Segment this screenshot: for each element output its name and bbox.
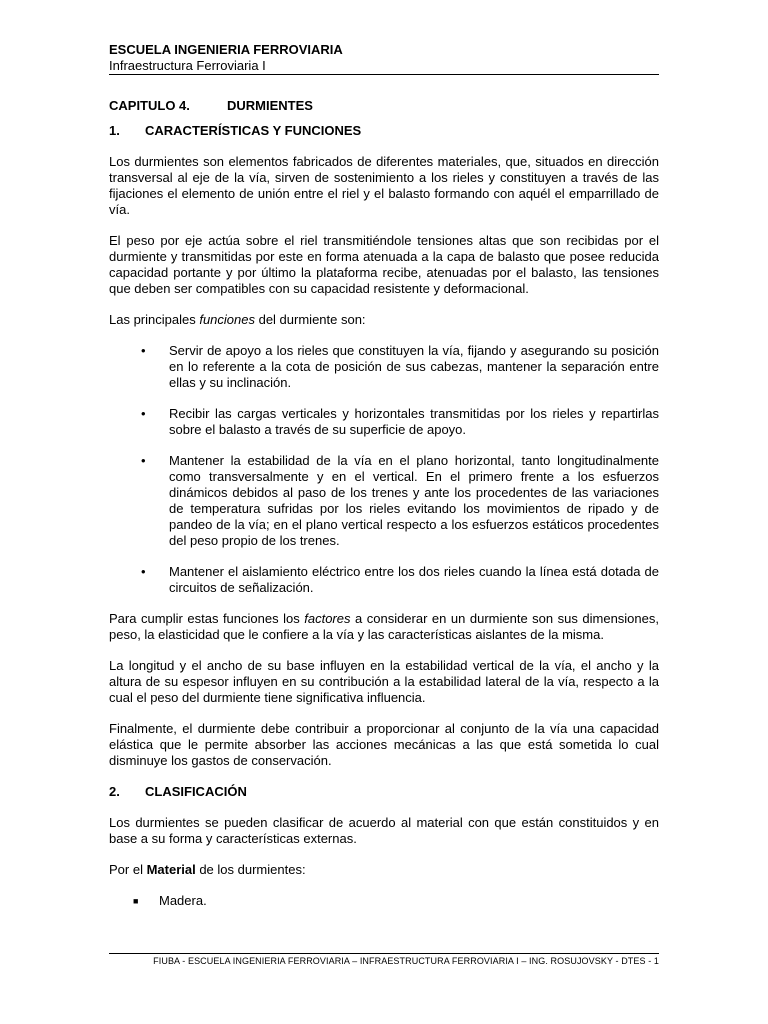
chapter-number: CAPITULO 4. bbox=[109, 98, 190, 113]
page-footer: FIUBA - ESCUELA INGENIERIA FERROVIARIA – INFRAESTRUCTURA FERROVIARIA I – ING. ROSUJOVSKY - DTES - 1 bbox=[109, 953, 659, 967]
square-bullet-icon: ■ bbox=[133, 896, 139, 906]
list-item: ■ Madera. bbox=[109, 893, 659, 909]
course-name: Infraestructura Ferroviaria I bbox=[109, 58, 659, 75]
section-heading-1 bbox=[109, 123, 659, 139]
paragraph-intro: Los durmientes son elementos fabricados de diferentes materiales, que, situados en dirección transversal al eje de la vía, sirven de sostenimiento a los rieles y constituyen a través de las fijaciones el elemento de unión entre el riel y el balasto formando con aquél el emparrillado de vía. bbox=[109, 154, 659, 217]
chapter-title: DURMIENTES bbox=[227, 98, 313, 113]
bullet-icon: • bbox=[141, 564, 146, 579]
section-heading-2 bbox=[109, 784, 659, 800]
chapter-heading bbox=[109, 98, 659, 114]
section-number: 1. bbox=[109, 123, 120, 138]
emphasis-text: funciones bbox=[199, 312, 255, 327]
paragraph-functions: Las principales funciones del durmiente son: bbox=[109, 312, 366, 327]
list-item: • Servir de apoyo a los rieles que constituyen la vía, fijando y asegurando su posición en lo referente a la cota de posición de sus cabezas, mantener la separación entre ellas y su inclinación. bbox=[109, 343, 659, 391]
school-name: ESCUELA INGENIERIA FERROVIARIA bbox=[109, 42, 343, 57]
section-title: CARACTERÍSTICAS Y FUNCIONES bbox=[145, 123, 362, 138]
paragraph-material: Por el Material de los durmientes: bbox=[109, 862, 306, 877]
page-header bbox=[109, 42, 659, 75]
emphasis-text: factores bbox=[304, 611, 351, 626]
paragraph-elasticity: Finalmente, el durmiente debe contribuir a proporcionar al conjunto de la vía una capacidad elástica que le permite absorber las acciones mecánicas a las que está sometida lo cual disminuye los gastos de conservación. bbox=[109, 721, 659, 768]
bullet-icon: • bbox=[141, 343, 146, 358]
list-item: • Mantener el aislamiento eléctrico entre los dos rieles cuando la línea está dotada de circuitos de señalización. bbox=[109, 564, 659, 596]
strong-text: Material bbox=[146, 862, 196, 877]
functions-list bbox=[109, 343, 659, 596]
list-item: • Recibir las cargas verticales y horizontales transmitidas por los rieles y repartirlas sobre el balasto a través de su superficie de apoyo. bbox=[109, 406, 659, 438]
bullet-icon: • bbox=[141, 406, 146, 421]
paragraph-classification: Los durmientes se pueden clasificar de acuerdo al material con que están constituidos y en base a su forma y características externas. bbox=[109, 815, 659, 846]
document-page bbox=[109, 42, 659, 909]
paragraph-dimensions: La longitud y el ancho de su base influyen en la estabilidad vertical de la vía, el ancho y la altura de su espesor influyen en su contribución a la estabilidad lateral de la vía, respecto a la cual el peso del durmiente tiene significativa influencia. bbox=[109, 658, 659, 705]
bullet-icon: • bbox=[141, 453, 146, 468]
list-item: • Mantener la estabilidad de la vía en el plano horizontal, tanto longitudinalmente como transversalmente y en el vertical. En el primero frente a los esfuerzos dinámicos debidos al paso de los trenes y ante los procedentes de las variaciones de temperatura sufridas por los rieles evitando los movimientos de ripado y de pandeo de la vía; en el plano vertical respecto a los esfuerzos estáticos procedentes del peso propio de los trenes. bbox=[109, 453, 659, 549]
paragraph-load: El peso por eje actúa sobre el riel transmitiéndole tensiones altas que son recibidas por el durmiente y transmitidas por este en forma atenuada a la capa de balasto que posee reducida capacidad portante y por último la plataforma recibe, atenuadas por el balasto, las tensiones que deben ser compatibles con su capacidad resistente y deformacional. bbox=[109, 233, 659, 296]
paragraph-factors: Para cumplir estas funciones los factores a considerar en un durmiente son sus dimensiones, peso, la elasticidad que le confiere a la vía y las características aislantes de la misma. bbox=[109, 611, 659, 642]
section-title: CLASIFICACIÓN bbox=[145, 784, 247, 799]
section-number: 2. bbox=[109, 784, 120, 799]
